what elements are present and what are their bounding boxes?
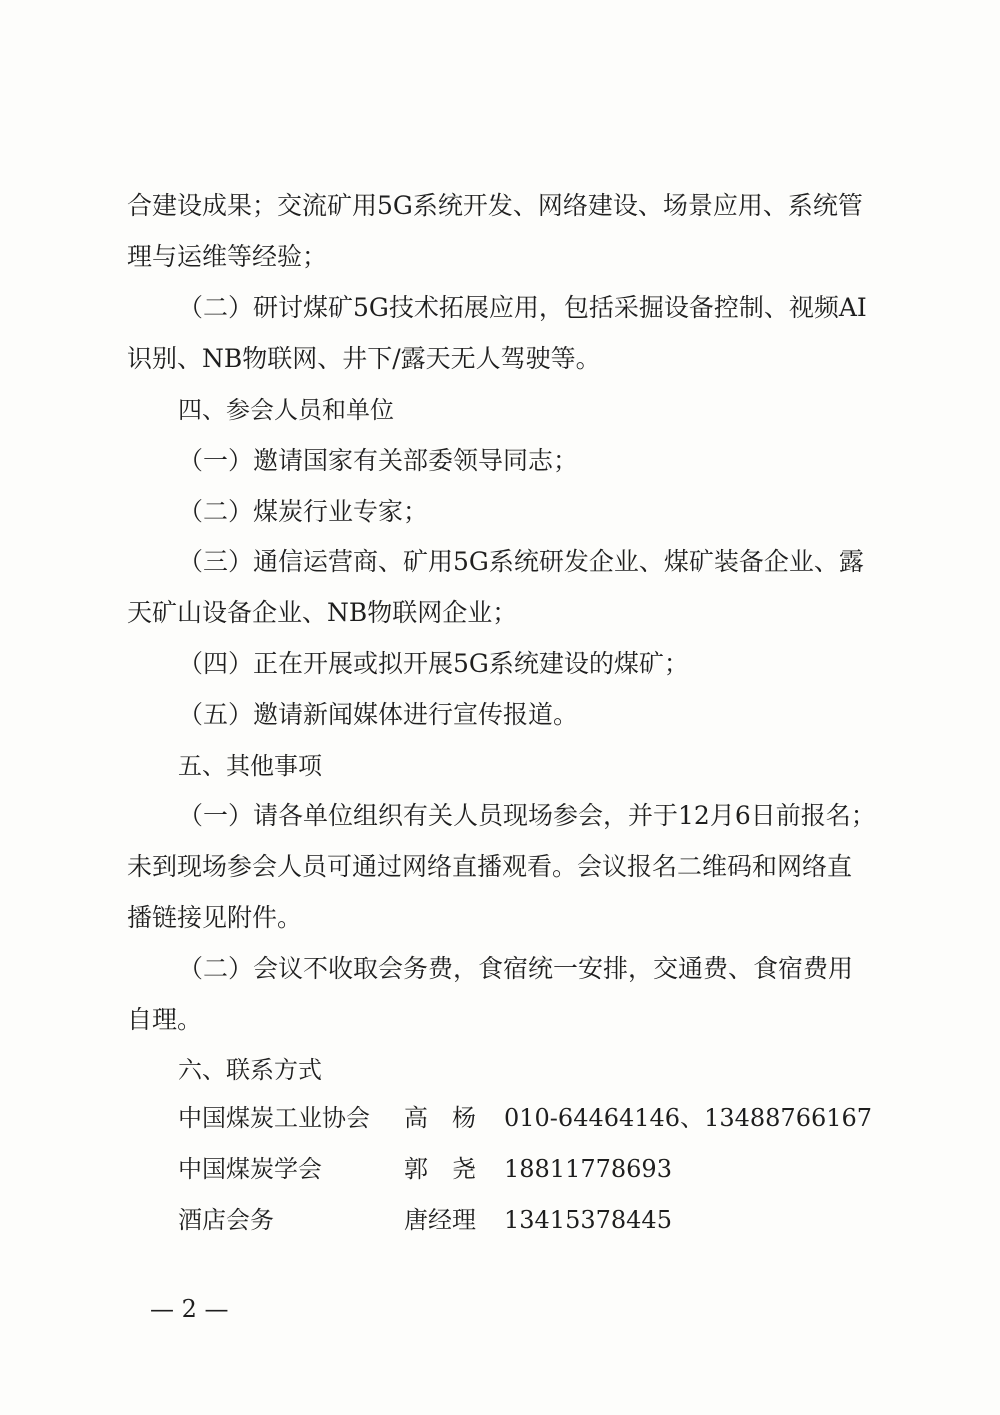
contact-phone: 010-64464146、13488766167 — [504, 1104, 873, 1132]
contact-phone: 13415378445 — [504, 1206, 672, 1234]
paragraph-line: （二）研讨煤矿5G技术拓展应用，包括采掘设备控制、视频AI — [178, 293, 867, 322]
list-item: 天矿山设备企业、NB物联网企业； — [127, 598, 518, 627]
page-number: — 2 — — [150, 1295, 229, 1323]
contact-org: 酒店会务 — [178, 1206, 274, 1234]
list-item: 自理。 — [127, 1005, 203, 1034]
list-item: （二）煤炭行业专家； — [178, 497, 429, 526]
contact-org: 中国煤炭工业协会 — [178, 1104, 370, 1132]
list-item: 未到现场参会人员可通过网络直播观看。会议报名二维码和网络直 — [127, 852, 853, 881]
paragraph-line: 识别、NB物联网、井下/露天无人驾驶等。 — [127, 344, 601, 373]
contact-phone: 18811778693 — [504, 1155, 672, 1183]
contact-person: 高 杨 — [404, 1104, 476, 1132]
list-item: （四）正在开展或拟开展5G系统建设的煤矿； — [178, 649, 689, 678]
section-heading: 六、联系方式 — [178, 1056, 322, 1084]
section-heading: 四、参会人员和单位 — [178, 396, 394, 424]
section-heading: 五、其他事项 — [178, 752, 322, 780]
list-item: （一）请各单位组织有关人员现场参会，并于12月6日前报名； — [178, 801, 876, 830]
paragraph-line: 合建设成果；交流矿用5G系统开发、网络建设、场景应用、系统管 — [127, 191, 863, 220]
list-item: 播链接见附件。 — [127, 903, 303, 932]
contact-person: 郭 尧 — [404, 1155, 476, 1183]
paragraph-line: 理与运维等经验； — [127, 242, 328, 271]
contact-org: 中国煤炭学会 — [178, 1155, 322, 1183]
list-item: （二）会议不收取会务费，食宿统一安排，交通费、食宿费用 — [178, 954, 854, 983]
list-item: （三）通信运营商、矿用5G系统研发企业、煤矿装备企业、露 — [178, 547, 864, 576]
list-item: （一）邀请国家有关部委领导同志； — [178, 446, 579, 475]
contact-person: 唐经理 — [404, 1206, 476, 1234]
list-item: （五）邀请新闻媒体进行宣传报道。 — [178, 700, 579, 729]
